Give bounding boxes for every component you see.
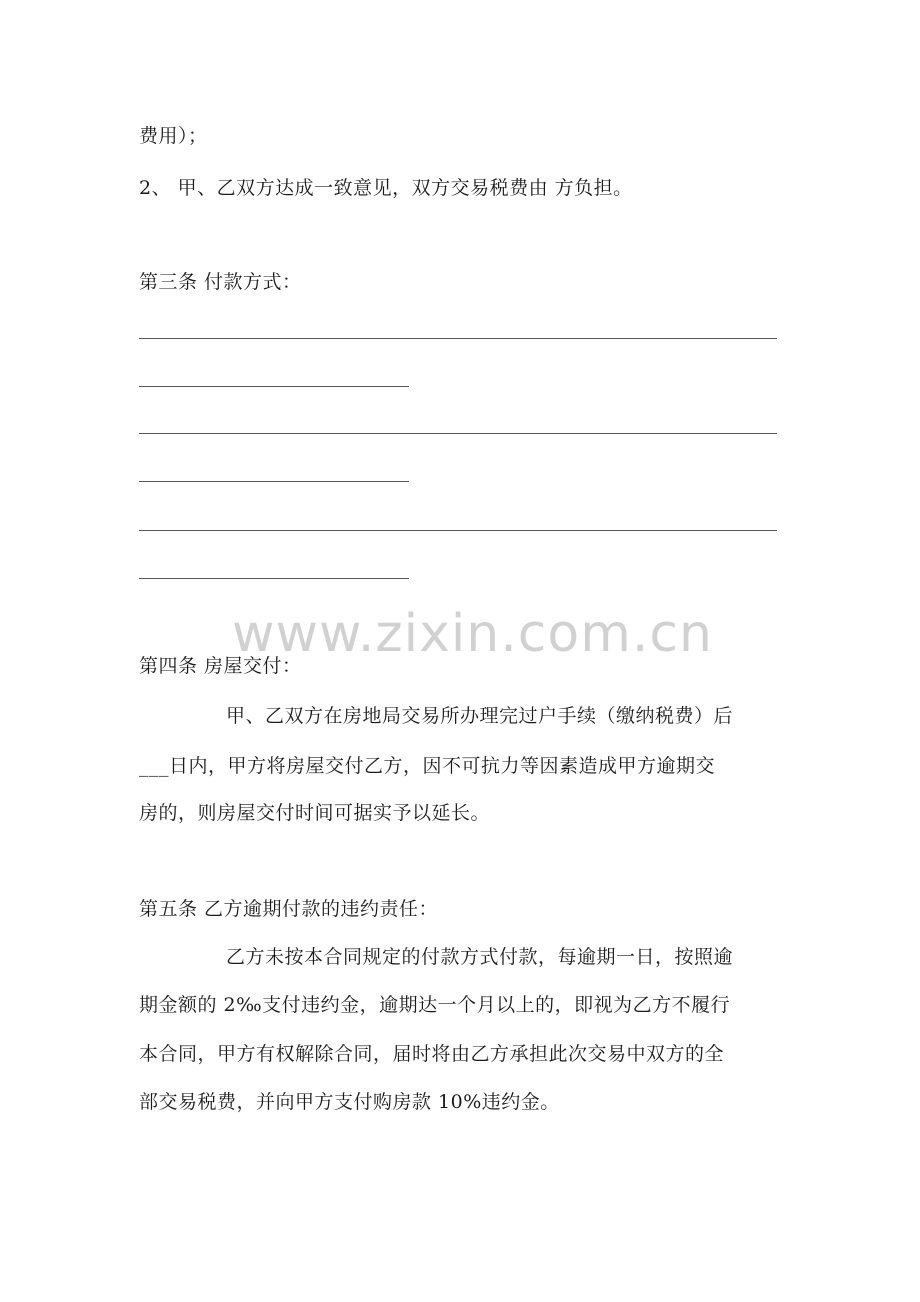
article-5-paragraph-line-2: 期金额的 2‰支付违约金，逾期达一个月以上的，即视为乙方不履行 — [139, 994, 731, 1016]
article-4-paragraph-line-2: ___日内，甲方将房屋交付乙方，因不可抗力等因素造成甲方逾期交 — [139, 755, 716, 777]
fill-in-blank-line — [139, 530, 777, 531]
fill-in-blank-line — [139, 578, 409, 579]
article-3-heading: 第三条 付款方式： — [139, 271, 302, 293]
fill-in-blank-line — [139, 338, 777, 339]
article-5-paragraph-line-4: 部交易税费，并向甲方支付购房款 10%违约金。 — [139, 1091, 560, 1113]
article-5-paragraph-line-1: 乙方未按本合同规定的付款方式付款，每逾期一日，按照逾 — [226, 946, 734, 968]
article-4-heading: 第四条 房屋交付： — [139, 655, 302, 677]
fill-in-blank-line — [139, 386, 409, 387]
article-4-paragraph-line-1: 甲、乙双方在房地局交易所办理完过户手续（缴纳税费）后 — [226, 705, 734, 727]
fill-in-blank-line — [139, 433, 777, 434]
article-5-heading: 第五条 乙方逾期付款的违约责任： — [139, 898, 439, 920]
article-5-paragraph-line-3: 本合同，甲方有权解除合同，届时将由乙方承担此次交易中双方的全 — [139, 1043, 725, 1065]
article-4-paragraph-line-3: 房的，则房屋交付时间可据实予以延长。 — [139, 802, 491, 824]
watermark: www.zixin.com.cn — [232, 604, 713, 664]
text-line-fee-end: 费用）； — [139, 125, 208, 147]
text-line-tax-agreement: 2、 甲、乙双方达成一致意见，双方交易税费由 方负担。 — [139, 177, 633, 199]
fill-in-blank-line — [139, 481, 409, 482]
